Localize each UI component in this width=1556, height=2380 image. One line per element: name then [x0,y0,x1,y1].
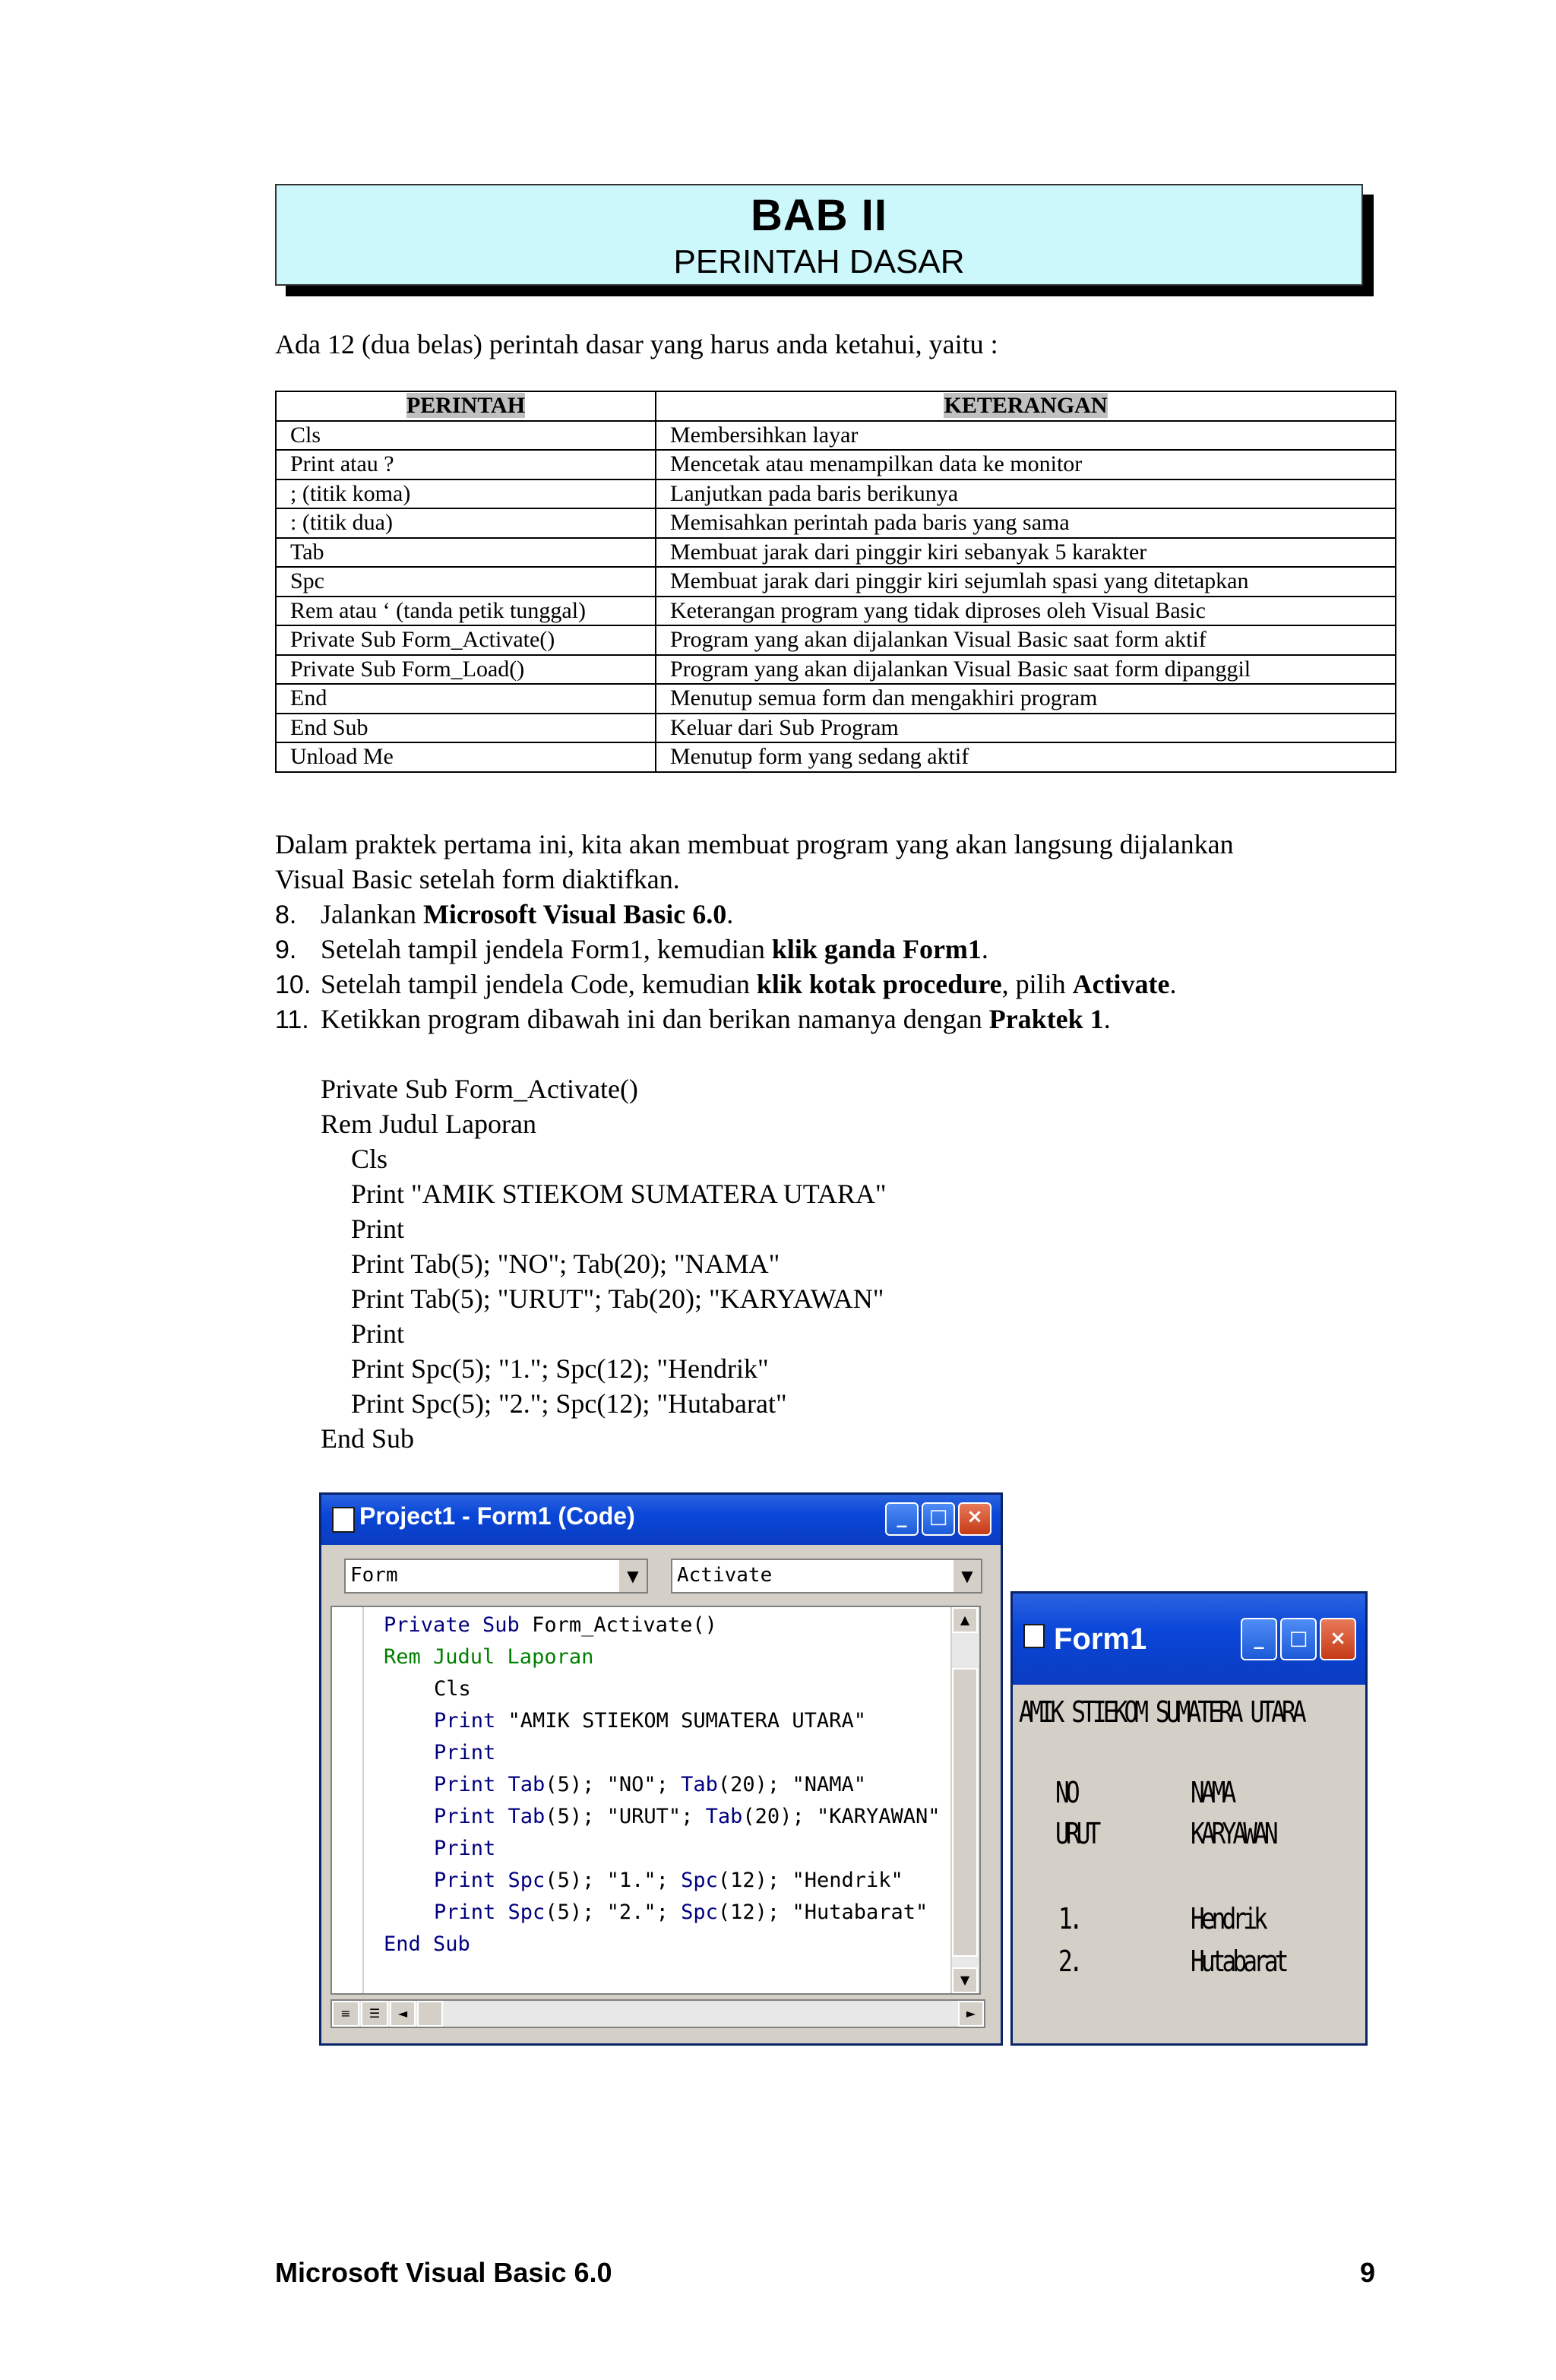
code-window-icon [332,1507,355,1533]
code-line: Print Tab(5); "NO"; Tab(20); "NAMA" [351,1249,780,1279]
table-row [276,421,1396,451]
command-cell: Private Sub Form_Activate() [276,625,656,655]
code-editor-line: Print Spc(5); "1."; Spc(12); "Hendrik" [434,1869,903,1892]
minimize-button[interactable] [885,1502,919,1536]
procedure-combo-value: Activate [677,1564,773,1587]
code-line: End Sub [321,1423,415,1454]
command-cell: Cls [276,421,656,451]
code-editor-line: Print [434,1741,496,1764]
description-cell: Program yang akan dijalankan Visual Basic saat form aktif [656,625,1396,655]
form-output-text: NO [1055,1776,1077,1809]
table-header-perintah: PERINTAH [276,391,656,421]
code-editor-line: Private Sub Form_Activate() [384,1613,717,1637]
form-output-text: 2. [1058,1945,1080,1978]
description-cell: Mencetak atau menampilkan data ke monitor [656,450,1396,479]
form1-title: Form1 [1054,1622,1147,1656]
code-window-title: Project1 - Form1 (Code) [359,1502,635,1530]
code-editor-line: Cls [434,1677,471,1701]
command-cell: Private Sub Form_Load() [276,655,656,685]
command-cell: ; (titik koma) [276,479,656,509]
table-row [276,538,1396,568]
chapter-title: BAB II [751,191,887,240]
table-header-row [276,391,1396,421]
code-line: Cls [351,1144,388,1174]
page-number: 9 [1359,2257,1375,2288]
code-line: Print Spc(5); "1."; Spc(12); "Hendrik" [351,1353,769,1384]
code-line: Print Spc(5); "2."; Spc(12); "Hutabarat" [351,1388,787,1419]
code-window-titlebar[interactable] [321,1495,1001,1545]
code-line: Print Tab(5); "URUT"; Tab(20); "KARYAWAN" [351,1283,884,1314]
maximize-button[interactable] [1280,1618,1317,1660]
table-row [276,625,1396,655]
chevron-down-icon[interactable]: ▼ [952,1560,981,1592]
scroll-up-icon[interactable]: ▲ [952,1607,978,1633]
code-editor-line: End Sub [384,1932,470,1956]
practice-paragraph-line-2: Visual Basic setelah form diaktifkan. [275,864,680,894]
command-cell: Spc [276,567,656,597]
scroll-left-icon[interactable]: ◄ [390,2001,416,2027]
full-module-view-icon[interactable]: ☰ [361,2001,388,2027]
table-row [276,714,1396,743]
chevron-down-icon[interactable]: ▼ [618,1560,647,1592]
form-output-text: 1. [1058,1902,1080,1935]
minimize-button[interactable] [1241,1618,1277,1660]
footer-book-title: Microsoft Visual Basic 6.0 [275,2257,612,2288]
command-cell: End [276,684,656,714]
code-window [319,1492,1003,2046]
form1-titlebar[interactable] [1013,1594,1365,1685]
description-cell: Keluar dari Sub Program [656,714,1396,743]
maximize-icon: □ [1289,1627,1308,1650]
table-row [276,479,1396,509]
code-line: Print "AMIK STIEKOM SUMATERA UTARA" [351,1179,887,1209]
chapter-header [275,184,1363,286]
close-icon: × [966,1505,983,1528]
command-cell: Print atau ? [276,450,656,479]
code-line: Private Sub Form_Activate() [321,1074,638,1104]
form-output-text: Hendrik [1191,1902,1264,1935]
table-row [276,684,1396,714]
close-button[interactable] [958,1502,991,1536]
table-row [276,450,1396,479]
step-9: 9. Setelah tampil jendela Form1, kemudian klik ganda Form1. [275,934,988,964]
scroll-right-icon[interactable]: ► [958,2001,984,2027]
form-output-text: NAMA [1191,1776,1233,1809]
form1-window [1010,1591,1368,2046]
horizontal-scroll-thumb[interactable] [417,2001,443,2027]
intro-paragraph: Ada 12 (dua belas) perintah dasar yang harus anda ketahui, yaitu : [275,329,998,359]
procedure-combo[interactable] [671,1559,982,1594]
table-row [276,655,1396,685]
close-button[interactable] [1320,1618,1356,1660]
description-cell: Keterangan program yang tidak diproses oleh Visual Basic [656,597,1396,626]
code-editor-line: Print Tab(5); "URUT"; Tab(20); "KARYAWAN" [434,1805,941,1828]
code-editor-line: Print "AMIK STIEKOM SUMATERA UTARA" [434,1709,866,1733]
code-editor-line: Print Tab(5); "NO"; Tab(20); "NAMA" [434,1773,866,1796]
maximize-button[interactable] [922,1502,955,1536]
chapter-subtitle: PERINTAH DASAR [673,243,965,280]
code-editor[interactable] [330,1606,981,1995]
table-row [276,567,1396,597]
description-cell: Program yang akan dijalankan Visual Basic saat form dipanggil [656,655,1396,685]
code-editor-line: Rem Judul Laporan [384,1645,594,1669]
step-11: 11. Ketikkan program dibawah ini dan berikan namanya dengan Praktek 1. [275,1004,1111,1034]
table-row [276,742,1396,772]
vertical-scrollbar[interactable] [950,1607,979,1993]
minimize-icon: _ [897,1505,907,1528]
close-icon: × [1330,1627,1346,1650]
object-combo[interactable] [344,1559,648,1594]
description-cell: Menutup semua form dan mengakhiri program [656,684,1396,714]
code-line: Rem Judul Laporan [321,1109,536,1139]
code-editor-line: Print Spc(5); "2."; Spc(12); "Hutabarat" [434,1901,928,1924]
maximize-icon: □ [928,1505,948,1528]
description-cell: Membuat jarak dari pinggir kiri sebanyak 5 karakter [656,538,1396,568]
table-header-keterangan: KETERANGAN [656,391,1396,421]
command-cell: End Sub [276,714,656,743]
horizontal-scrollbar[interactable] [330,1999,985,2028]
description-cell: Membuat jarak dari pinggir kiri sejumlah spasi yang ditetapkan [656,567,1396,597]
code-line: Print [351,1318,405,1349]
scroll-down-icon[interactable]: ▼ [952,1967,978,1993]
practice-paragraph-line-1: Dalam praktek pertama ini, kita akan membuat program yang akan langsung dijalankan [275,829,1234,859]
form-output-text: URUT [1055,1817,1098,1850]
description-cell: Memisahkan perintah pada baris yang sama [656,508,1396,538]
code-line: Print [351,1214,405,1244]
code-editor-line: Print [434,1837,496,1860]
table-row [276,597,1396,626]
form-output-text: KARYAWAN [1191,1817,1275,1850]
description-cell: Menutup form yang sedang aktif [656,742,1396,772]
code-gutter [332,1607,364,1993]
description-cell: Membersihkan layar [656,421,1396,451]
step-10: 10. Setelah tampil jendela Code, kemudian klik kotak procedure, pilih Activate. [275,969,1177,999]
form-icon [1023,1624,1045,1648]
form-output-heading: AMIK STIEKOM SUMATERA UTARA [1019,1695,1303,1729]
command-cell: : (titik dua) [276,508,656,538]
command-cell: Rem atau ‘ (tanda petik tunggal) [276,597,656,626]
procedure-view-icon[interactable]: ≡ [332,2001,359,2027]
table-row [276,508,1396,538]
scroll-thumb[interactable] [952,1668,978,1957]
step-8: 8. Jalankan Microsoft Visual Basic 6.0. [275,899,734,929]
object-combo-value: Form [350,1564,398,1587]
description-cell: Lanjutkan pada baris berikunya [656,479,1396,509]
minimize-icon: _ [1254,1627,1264,1650]
command-table [275,391,1396,773]
form-output-text: Hutabarat [1191,1945,1286,1978]
command-cell: Tab [276,538,656,568]
command-cell: Unload Me [276,742,656,772]
